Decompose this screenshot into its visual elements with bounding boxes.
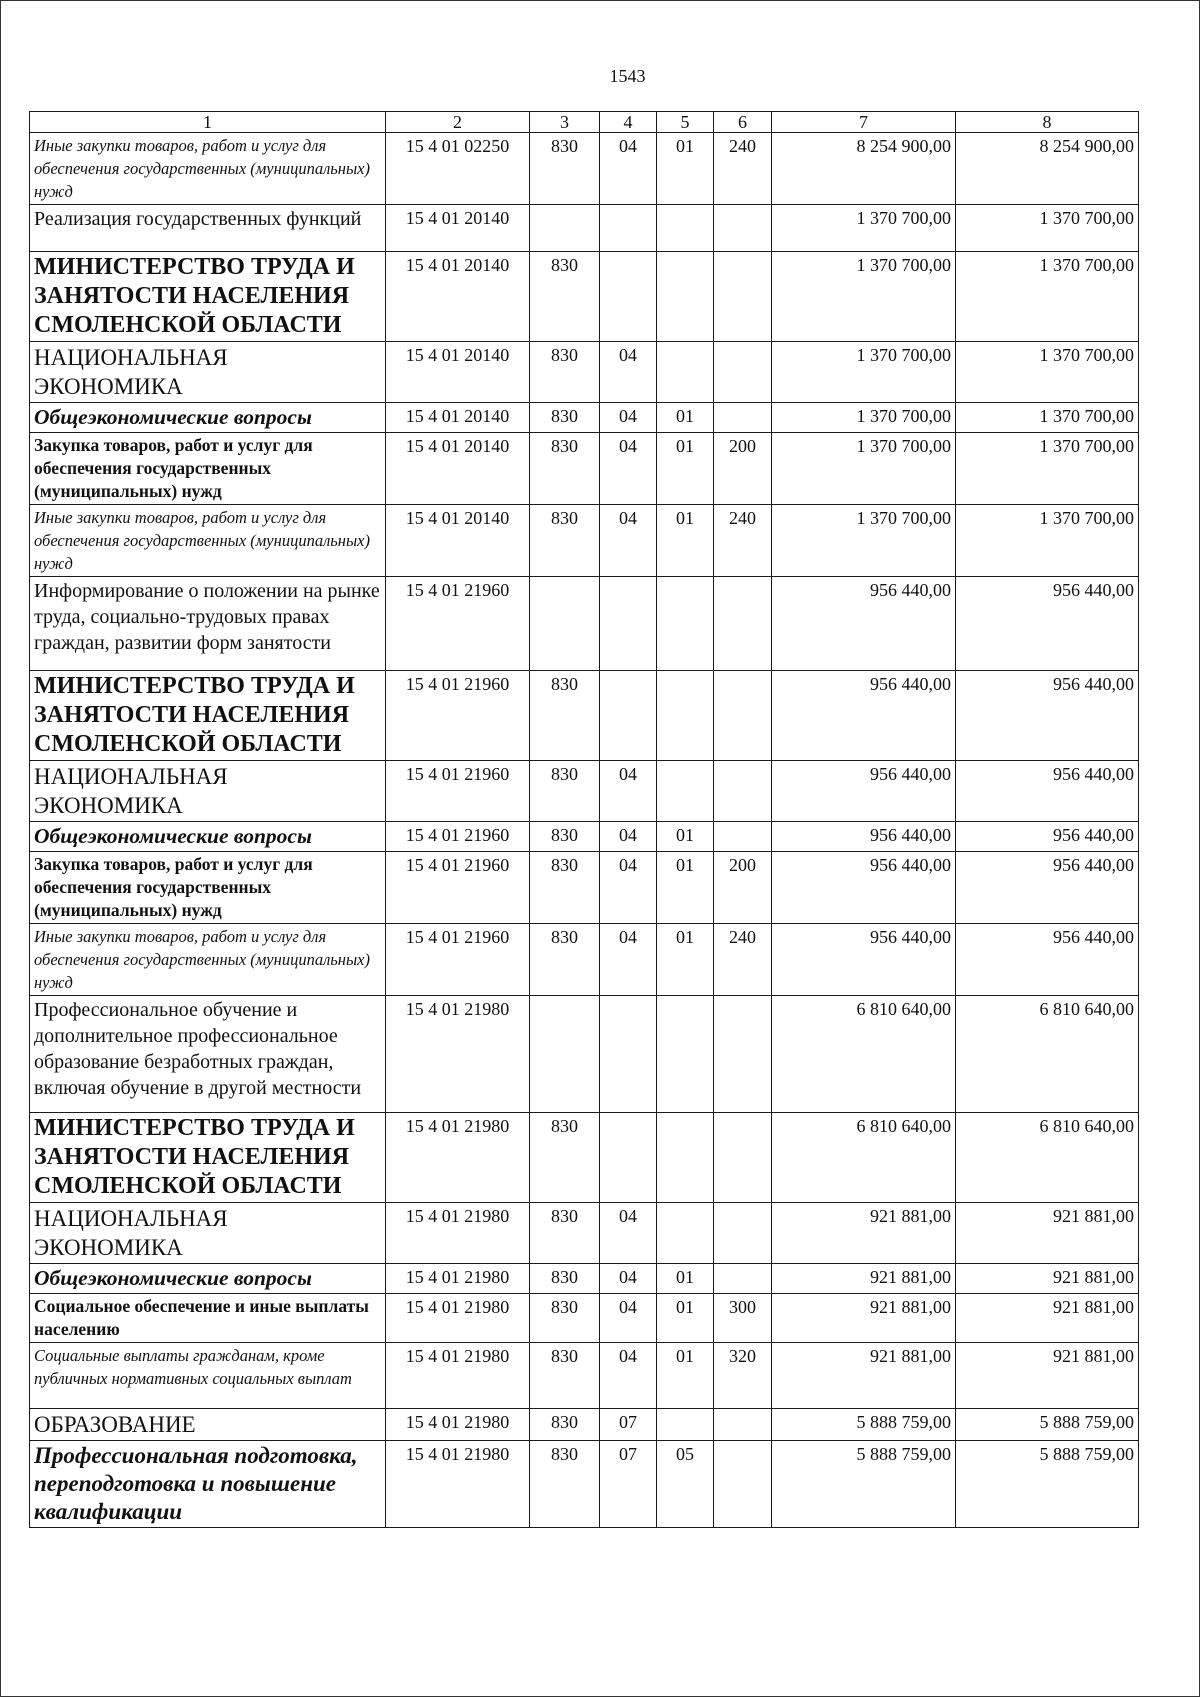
- table-row: [30, 822, 1139, 852]
- target-code: 15 4 01 21960: [386, 924, 530, 996]
- target-code: 15 4 01 21980: [386, 1343, 530, 1409]
- target-code: 15 4 01 21980: [386, 1113, 530, 1203]
- expense-type-code: 320: [714, 1343, 772, 1409]
- table-row: [30, 133, 1139, 205]
- row-name: МИНИСТЕРСТВО ТРУДА И ЗАНЯТОСТИ НАСЕЛЕНИЯ СМОЛЕНСКОЙ ОБЛАСТИ: [30, 671, 386, 761]
- table-row: [30, 205, 1139, 252]
- ministry-code: 830: [530, 252, 600, 342]
- section-code: 04: [600, 433, 657, 505]
- section-code: 04: [600, 761, 657, 822]
- amount-col-8: 1 370 700,00: [956, 252, 1139, 342]
- table-row: [30, 505, 1139, 577]
- column-header: 8: [956, 112, 1139, 133]
- table-row: [30, 996, 1139, 1113]
- section-code: 04: [600, 342, 657, 403]
- target-code: 15 4 01 21960: [386, 822, 530, 852]
- row-name: Иные закупки товаров, работ и услуг для обеспечения государственных (муниципальных) нужд: [30, 924, 386, 996]
- expense-type-code: 240: [714, 133, 772, 205]
- row-name: Закупка товаров, работ и услуг для обеспечения государственных (муниципальных) нужд: [30, 433, 386, 505]
- table-row: [30, 1441, 1139, 1528]
- amount-col-7: 956 440,00: [772, 671, 956, 761]
- column-header: 7: [772, 112, 956, 133]
- amount-col-8: 921 881,00: [956, 1203, 1139, 1264]
- target-code: 15 4 01 21960: [386, 577, 530, 671]
- target-code: 15 4 01 21960: [386, 761, 530, 822]
- ministry-code: 830: [530, 1343, 600, 1409]
- section-code: 04: [600, 403, 657, 433]
- column-header: 2: [386, 112, 530, 133]
- table-row: [30, 1343, 1139, 1409]
- ministry-code: 830: [530, 671, 600, 761]
- section-code: [600, 996, 657, 1113]
- ministry-code: 830: [530, 1203, 600, 1264]
- amount-col-7: 5 888 759,00: [772, 1409, 956, 1441]
- target-code: 15 4 01 21980: [386, 996, 530, 1113]
- amount-col-8: 921 881,00: [956, 1294, 1139, 1343]
- subsection-code: 01: [657, 1343, 714, 1409]
- column-header: 4: [600, 112, 657, 133]
- amount-col-8: 921 881,00: [956, 1343, 1139, 1409]
- subsection-code: 01: [657, 1264, 714, 1294]
- target-code: 15 4 01 21960: [386, 852, 530, 924]
- row-name: Общеэкономические вопросы: [30, 1264, 386, 1294]
- row-name: ОБРАЗОВАНИЕ: [30, 1409, 386, 1441]
- ministry-code: 830: [530, 1264, 600, 1294]
- amount-col-7: 921 881,00: [772, 1203, 956, 1264]
- section-code: [600, 1113, 657, 1203]
- expense-type-code: 300: [714, 1294, 772, 1343]
- subsection-code: [657, 1113, 714, 1203]
- amount-col-7: 1 370 700,00: [772, 433, 956, 505]
- subsection-code: [657, 671, 714, 761]
- row-name: Социальные выплаты гражданам, кроме публичных нормативных социальных выплат: [30, 1343, 386, 1409]
- amount-col-7: 1 370 700,00: [772, 403, 956, 433]
- subsection-code: [657, 761, 714, 822]
- section-code: 07: [600, 1409, 657, 1441]
- subsection-code: 01: [657, 433, 714, 505]
- section-code: 04: [600, 1294, 657, 1343]
- subsection-code: [657, 577, 714, 671]
- row-name: МИНИСТЕРСТВО ТРУДА И ЗАНЯТОСТИ НАСЕЛЕНИЯ СМОЛЕНСКОЙ ОБЛАСТИ: [30, 1113, 386, 1203]
- amount-col-8: 1 370 700,00: [956, 342, 1139, 403]
- subsection-code: 01: [657, 505, 714, 577]
- row-name: Закупка товаров, работ и услуг для обеспечения государственных (муниципальных) нужд: [30, 852, 386, 924]
- row-name: НАЦИОНАЛЬНАЯ ЭКОНОМИКА: [30, 761, 386, 822]
- amount-col-8: 5 888 759,00: [956, 1441, 1139, 1528]
- ministry-code: [530, 996, 600, 1113]
- amount-col-8: 956 440,00: [956, 852, 1139, 924]
- amount-col-7: 1 370 700,00: [772, 342, 956, 403]
- expense-type-code: [714, 996, 772, 1113]
- table-row: [30, 1409, 1139, 1441]
- subsection-code: [657, 205, 714, 252]
- column-header: 3: [530, 112, 600, 133]
- section-code: 04: [600, 852, 657, 924]
- expense-type-code: [714, 822, 772, 852]
- subsection-code: 01: [657, 852, 714, 924]
- table-row: [30, 342, 1139, 403]
- amount-col-8: 956 440,00: [956, 671, 1139, 761]
- header-row: [30, 112, 1139, 133]
- amount-col-8: 1 370 700,00: [956, 205, 1139, 252]
- subsection-code: [657, 252, 714, 342]
- amount-col-7: 921 881,00: [772, 1343, 956, 1409]
- row-name: Информирование о положении на рынке труда, социально-трудовых правах граждан, развитии форм занятости: [30, 577, 386, 671]
- table-row: [30, 671, 1139, 761]
- amount-col-8: 6 810 640,00: [956, 1113, 1139, 1203]
- target-code: 15 4 01 20140: [386, 205, 530, 252]
- expense-type-code: [714, 403, 772, 433]
- table-row: [30, 924, 1139, 996]
- subsection-code: [657, 1203, 714, 1264]
- section-code: 07: [600, 1441, 657, 1528]
- row-name: НАЦИОНАЛЬНАЯ ЭКОНОМИКА: [30, 342, 386, 403]
- ministry-code: 830: [530, 1113, 600, 1203]
- ministry-code: 830: [530, 1409, 600, 1441]
- target-code: 15 4 01 20140: [386, 505, 530, 577]
- amount-col-7: 956 440,00: [772, 924, 956, 996]
- section-code: 04: [600, 1343, 657, 1409]
- table-row: [30, 252, 1139, 342]
- amount-col-8: 1 370 700,00: [956, 403, 1139, 433]
- amount-col-7: 1 370 700,00: [772, 505, 956, 577]
- amount-col-7: 956 440,00: [772, 577, 956, 671]
- amount-col-7: 956 440,00: [772, 761, 956, 822]
- section-code: [600, 671, 657, 761]
- row-name: Профессиональная подготовка, переподготовка и повышение квалификации: [30, 1441, 386, 1528]
- row-name: Реализация государственных функций: [30, 205, 386, 252]
- target-code: 15 4 01 02250: [386, 133, 530, 205]
- amount-col-7: 1 370 700,00: [772, 205, 956, 252]
- amount-col-8: 921 881,00: [956, 1264, 1139, 1294]
- row-name: Социальное обеспечение и иные выплаты населению: [30, 1294, 386, 1343]
- expense-type-code: [714, 252, 772, 342]
- ministry-code: 830: [530, 1441, 600, 1528]
- ministry-code: 830: [530, 342, 600, 403]
- target-code: 15 4 01 20140: [386, 342, 530, 403]
- ministry-code: 830: [530, 133, 600, 205]
- subsection-code: 01: [657, 1294, 714, 1343]
- section-code: 04: [600, 1264, 657, 1294]
- table-body: [30, 133, 1139, 1528]
- ministry-code: 830: [530, 433, 600, 505]
- amount-col-8: 956 440,00: [956, 761, 1139, 822]
- expense-type-code: [714, 342, 772, 403]
- target-code: 15 4 01 21980: [386, 1409, 530, 1441]
- amount-col-8: 956 440,00: [956, 822, 1139, 852]
- amount-col-8: 956 440,00: [956, 577, 1139, 671]
- expense-type-code: 200: [714, 852, 772, 924]
- table-row: [30, 1203, 1139, 1264]
- expense-type-code: [714, 1264, 772, 1294]
- section-code: 04: [600, 924, 657, 996]
- row-name: НАЦИОНАЛЬНАЯ ЭКОНОМИКА: [30, 1203, 386, 1264]
- amount-col-8: 8 254 900,00: [956, 133, 1139, 205]
- expense-type-code: [714, 577, 772, 671]
- subsection-code: 01: [657, 924, 714, 996]
- ministry-code: [530, 577, 600, 671]
- table-row: [30, 577, 1139, 671]
- amount-col-7: 5 888 759,00: [772, 1441, 956, 1528]
- section-code: [600, 205, 657, 252]
- target-code: 15 4 01 21960: [386, 671, 530, 761]
- expense-type-code: [714, 1409, 772, 1441]
- row-name: Иные закупки товаров, работ и услуг для обеспечения государственных (муниципальных) нужд: [30, 133, 386, 205]
- target-code: 15 4 01 21980: [386, 1264, 530, 1294]
- page-number: 1543: [609, 66, 646, 86]
- amount-col-7: 921 881,00: [772, 1264, 956, 1294]
- row-name: Общеэкономические вопросы: [30, 403, 386, 433]
- target-code: 15 4 01 21980: [386, 1441, 530, 1528]
- table-row: [30, 1113, 1139, 1203]
- subsection-code: 05: [657, 1441, 714, 1528]
- amount-col-8: 1 370 700,00: [956, 505, 1139, 577]
- column-header: 5: [657, 112, 714, 133]
- amount-col-7: 6 810 640,00: [772, 996, 956, 1113]
- section-code: 04: [600, 1203, 657, 1264]
- section-code: 04: [600, 133, 657, 205]
- amount-col-7: 921 881,00: [772, 1294, 956, 1343]
- column-header: 1: [30, 112, 386, 133]
- expense-type-code: [714, 761, 772, 822]
- ministry-code: [530, 205, 600, 252]
- column-header: 6: [714, 112, 772, 133]
- ministry-code: 830: [530, 852, 600, 924]
- ministry-code: 830: [530, 924, 600, 996]
- target-code: 15 4 01 21980: [386, 1294, 530, 1343]
- section-code: 04: [600, 505, 657, 577]
- table-row: [30, 433, 1139, 505]
- amount-col-7: 956 440,00: [772, 852, 956, 924]
- table-row: [30, 403, 1139, 433]
- expense-type-code: 200: [714, 433, 772, 505]
- ministry-code: 830: [530, 761, 600, 822]
- budget-table: [29, 111, 1139, 1528]
- row-name: МИНИСТЕРСТВО ТРУДА И ЗАНЯТОСТИ НАСЕЛЕНИЯ СМОЛЕНСКОЙ ОБЛАСТИ: [30, 252, 386, 342]
- expense-type-code: 240: [714, 924, 772, 996]
- expense-type-code: 240: [714, 505, 772, 577]
- target-code: 15 4 01 21980: [386, 1203, 530, 1264]
- subsection-code: [657, 1409, 714, 1441]
- expense-type-code: [714, 1113, 772, 1203]
- ministry-code: 830: [530, 505, 600, 577]
- ministry-code: 830: [530, 822, 600, 852]
- subsection-code: [657, 996, 714, 1113]
- ministry-code: 830: [530, 403, 600, 433]
- subsection-code: 01: [657, 822, 714, 852]
- amount-col-7: 8 254 900,00: [772, 133, 956, 205]
- section-code: [600, 577, 657, 671]
- table-row: [30, 1264, 1139, 1294]
- amount-col-8: 1 370 700,00: [956, 433, 1139, 505]
- row-name: Общеэкономические вопросы: [30, 822, 386, 852]
- table-row: [30, 761, 1139, 822]
- target-code: 15 4 01 20140: [386, 403, 530, 433]
- subsection-code: 01: [657, 403, 714, 433]
- expense-type-code: [714, 671, 772, 761]
- amount-col-8: 6 810 640,00: [956, 996, 1139, 1113]
- table-row: [30, 852, 1139, 924]
- amount-col-7: 1 370 700,00: [772, 252, 956, 342]
- expense-type-code: [714, 205, 772, 252]
- expense-type-code: [714, 1441, 772, 1528]
- section-code: [600, 252, 657, 342]
- amount-col-8: 5 888 759,00: [956, 1409, 1139, 1441]
- ministry-code: 830: [530, 1294, 600, 1343]
- target-code: 15 4 01 20140: [386, 252, 530, 342]
- amount-col-8: 956 440,00: [956, 924, 1139, 996]
- expense-type-code: [714, 1203, 772, 1264]
- section-code: 04: [600, 822, 657, 852]
- row-name: Иные закупки товаров, работ и услуг для обеспечения государственных (муниципальных) нужд: [30, 505, 386, 577]
- amount-col-7: 6 810 640,00: [772, 1113, 956, 1203]
- row-name: Профессиональное обучение и дополнительное профессиональное образование безработных граждан, включая обучение в другой местности: [30, 996, 386, 1113]
- target-code: 15 4 01 20140: [386, 433, 530, 505]
- amount-col-7: 956 440,00: [772, 822, 956, 852]
- subsection-code: [657, 342, 714, 403]
- subsection-code: 01: [657, 133, 714, 205]
- table-row: [30, 1294, 1139, 1343]
